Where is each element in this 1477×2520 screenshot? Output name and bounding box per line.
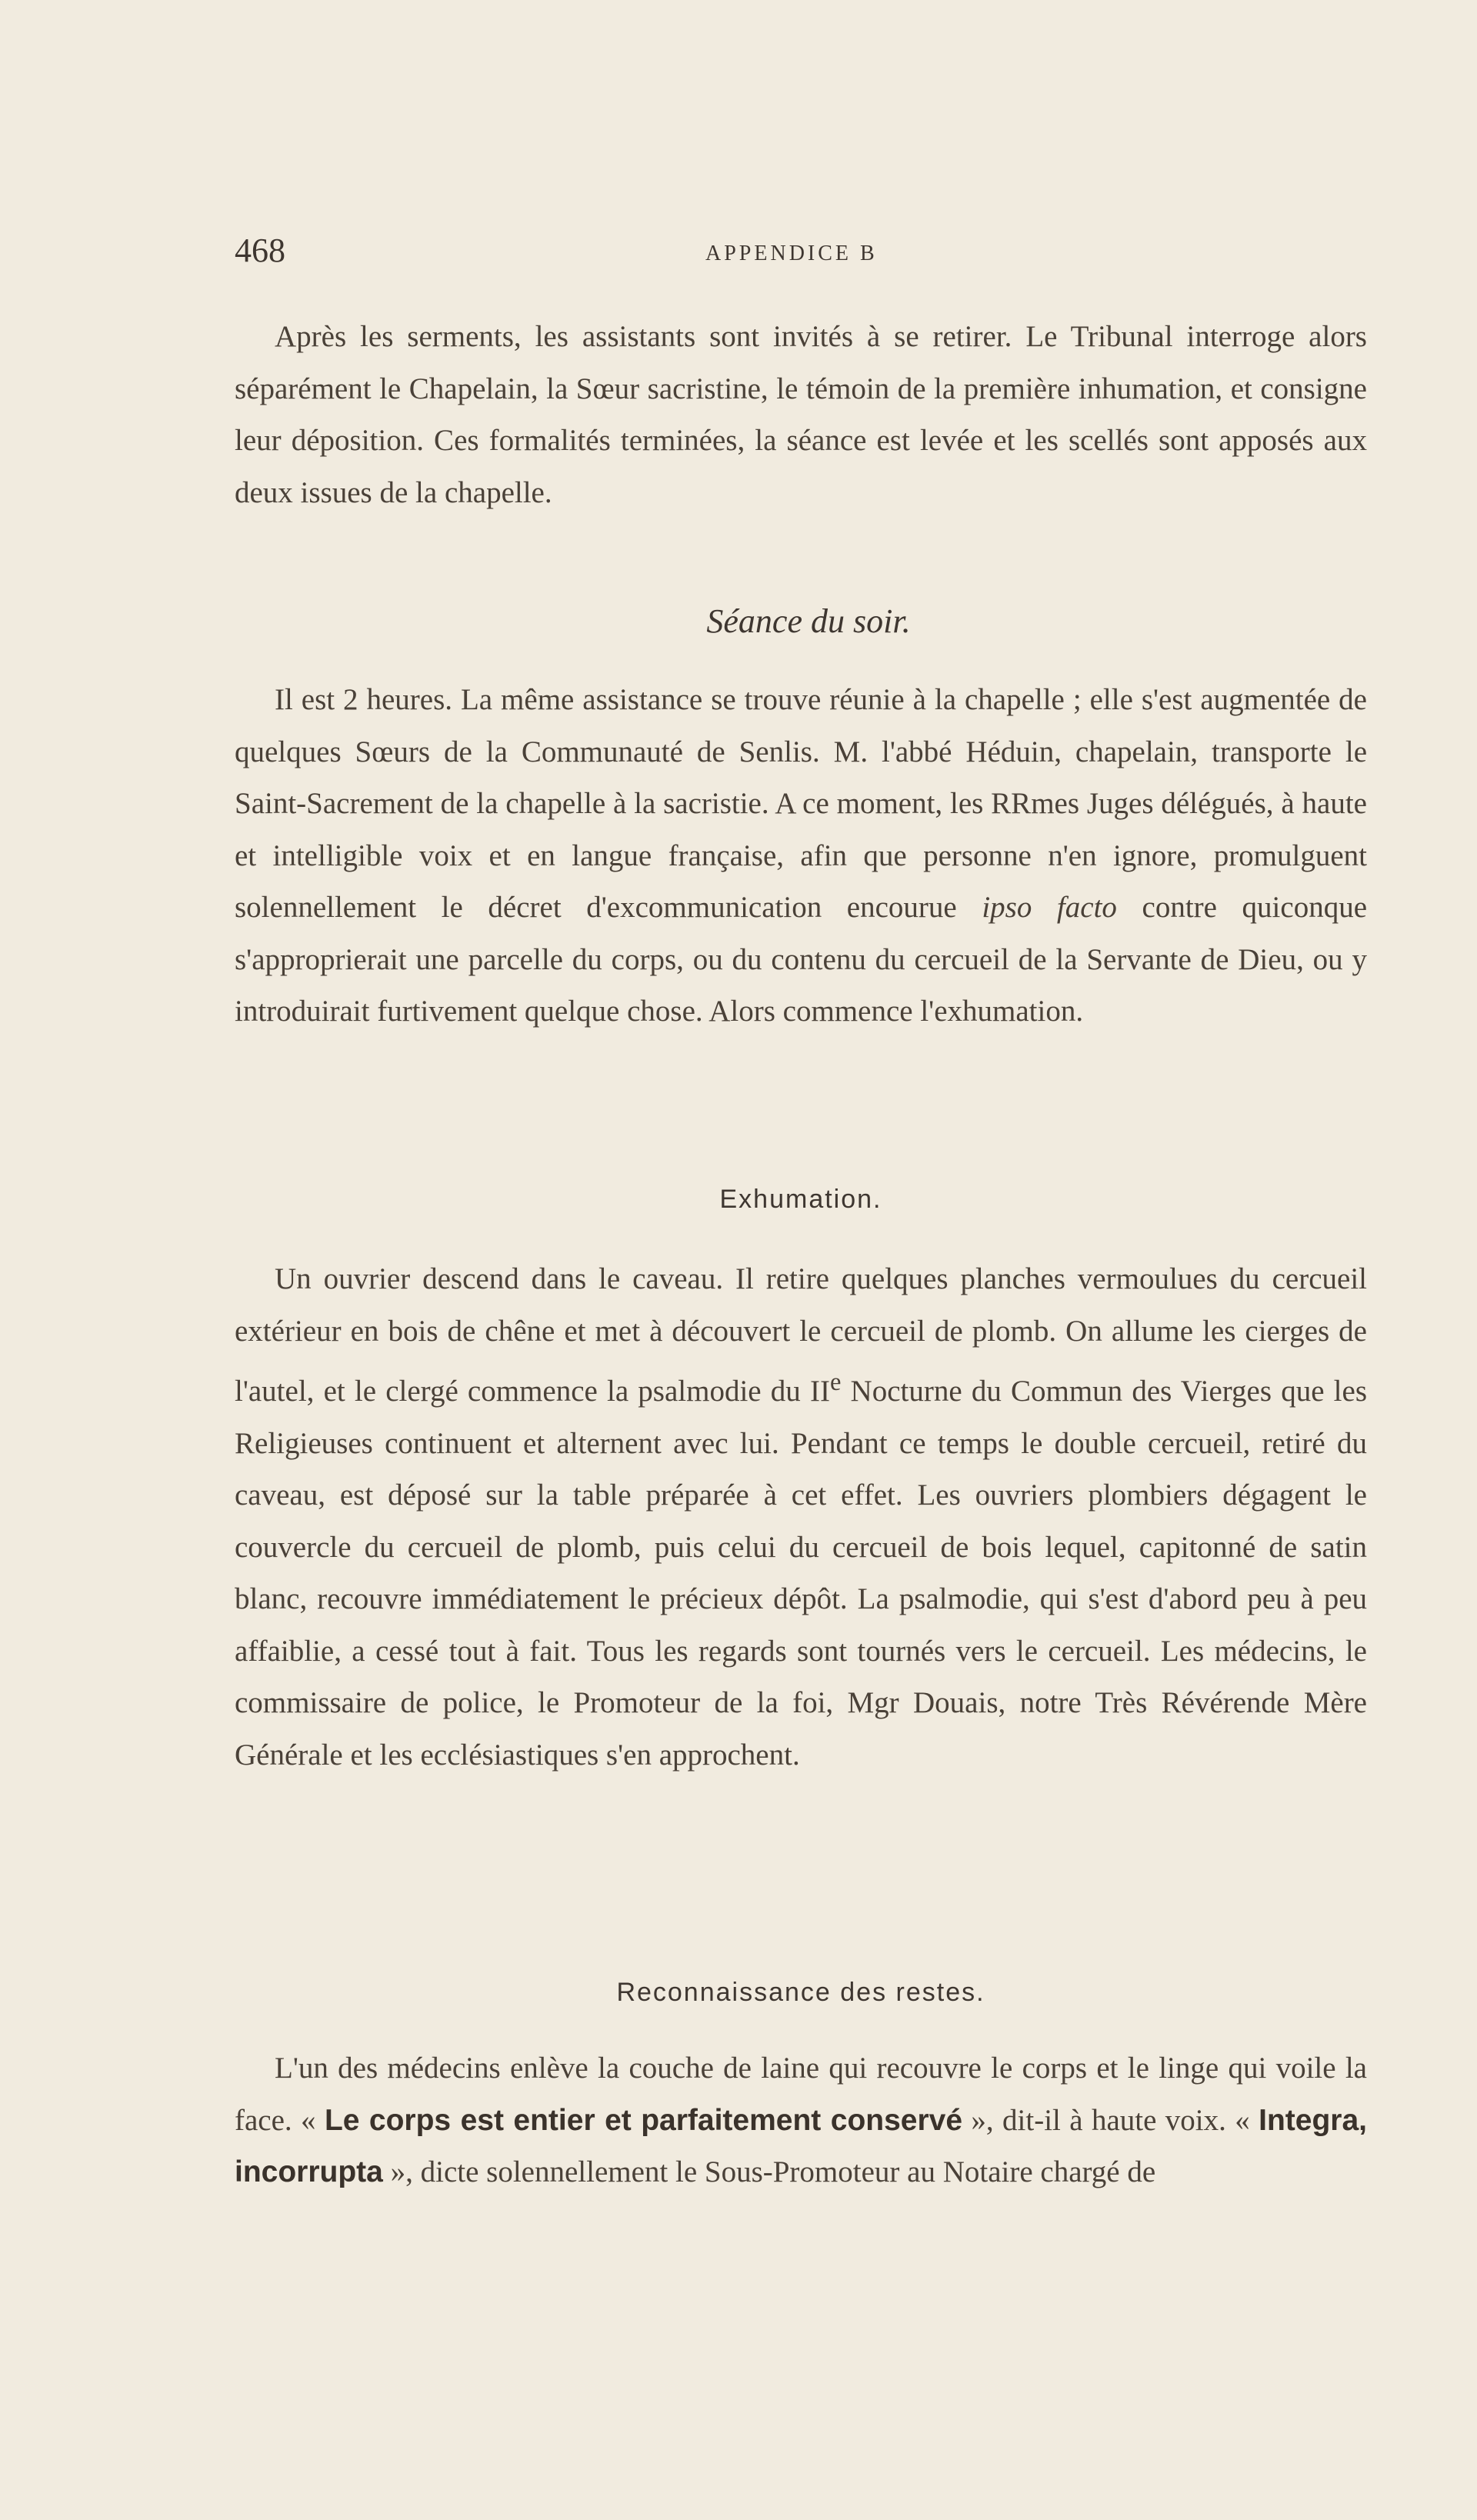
- paragraph-reconnaissance: [235, 2042, 1367, 2198]
- paragraph-seance: [235, 674, 1367, 1038]
- paragraph-text: [235, 674, 1367, 1038]
- page-number: 468: [235, 232, 285, 269]
- bold-quote: Integra, incorrupta: [235, 2103, 1367, 2188]
- text-run: L'un des médecins enlève la couche de laine qui recouvre le corps et le linge qui voile la face. «: [235, 2052, 1367, 2137]
- bold-quote: Le corps est entier et parfaitement conservé: [324, 2103, 963, 2137]
- paragraph-text: Après les serments, les assistants sont invités à se retirer. Le Tribunal interroge alors séparément le Chapelain, la Sœur sacristine, le témoin de la première inhumation, et consigne leur déposition. Ces formalités terminées, la séance est levée et les scellés sont apposés aux deux issues de la chapelle.: [235, 320, 1367, 509]
- text-run: Un ouvrier descend dans le caveau. Il retire quelques planches vermoulues du cercueil extérieur en bois de chêne et met à découvert le cercueil de plomb. On allume les cierges de l'autel, et le clergé commence la psalmodie du II: [235, 1262, 1367, 1408]
- page-header: [235, 231, 1367, 277]
- text-run: Nocturne du Commun des Vierges que les Religieuses continuent et alternent avec lui. Pendant ce temps le double cercueil, retiré du caveau, est déposé sur la table préparée à cet effet. Les ouvriers plombiers dégagent le couvercle du cercueil de plomb, puis celui du cercueil de bois lequel, capitonné de satin blanc, recouvre immédiatement le précieux dépôt. La psalmodie, qui s'est d'abord peu à peu affaiblie, a cessé tout à fait. Tous les regards sont tournés vers le cercueil. Les médecins, le commissaire de police, le Promoteur de la foi, Mgr Douais, notre Très Révérende Mère Générale et les ecclésiastiques s'en approchent.: [235, 1375, 1368, 1772]
- paragraph-text: [235, 1253, 1367, 1781]
- text-run: », dicte solennellement le Sous-Promoteur au Notaire chargé de: [382, 2155, 1156, 2188]
- superscript: e: [829, 1368, 842, 1396]
- italic-phrase: ipso facto: [982, 891, 1117, 924]
- running-head: APPENDICE B: [705, 242, 878, 265]
- text-run: Il est 2 heures. La même assistance se trouve réunie à la chapelle ; elle s'est augmentée de quelques Sœurs de la Communauté de Senlis. M. l'abbé Héduin, chapelain, transporte le Saint-Sacrement de la chapelle à la sacristie. A ce moment, les RRmes Juges délégués, à haute et intelligible voix et en langue française, afin que personne n'en ignore, promulguent solennellement le décret d'excommunication encourue: [235, 683, 1367, 924]
- heading-reconnaissance: Reconnaissance des restes.: [616, 1978, 985, 2007]
- heading-exhumation: Exhumation.: [719, 1185, 882, 1214]
- paragraph-serments: [235, 311, 1367, 518]
- text-run: contre quiconque s'approprierait une parcelle du corps, ou du contenu du cercueil de la Servante de Dieu, ou y introduirait furtivement quelque chose. Alors commence l'exhumation.: [235, 891, 1368, 1028]
- paragraph-exhumation: [235, 1253, 1367, 1781]
- text-run: », dit-il à haute voix. «: [962, 2103, 1259, 2137]
- heading-seance-du-soir: Séance du soir.: [706, 602, 911, 640]
- paragraph-text: [235, 2042, 1367, 2198]
